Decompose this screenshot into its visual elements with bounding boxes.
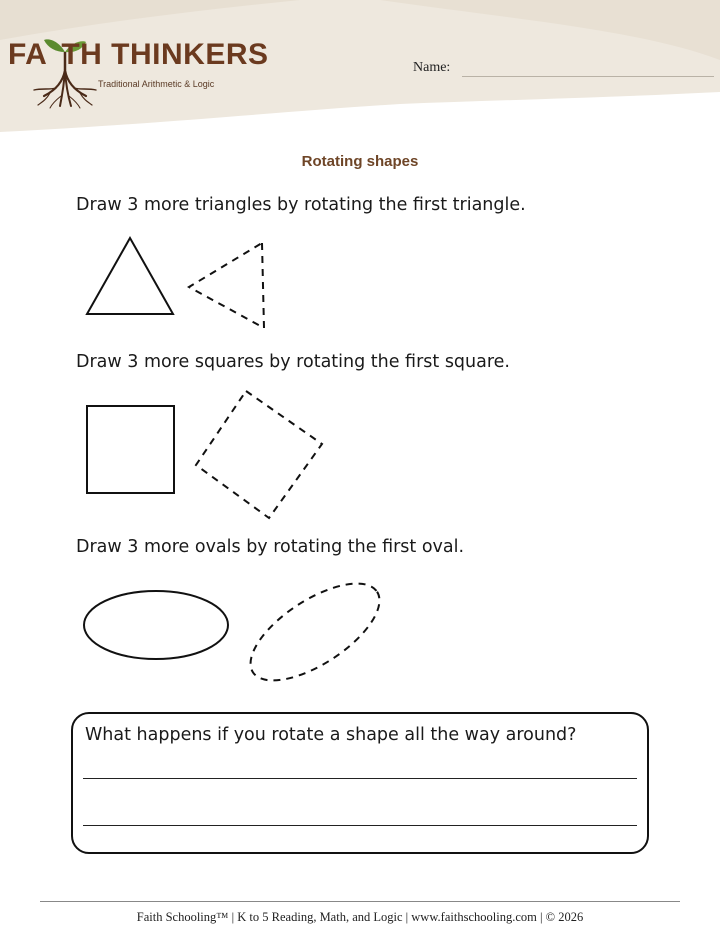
squares-instruction: Draw 3 more squares by rotating the first square.	[76, 352, 510, 372]
question-box	[71, 712, 649, 854]
name-label: Name:	[413, 60, 451, 75]
footer-text: Faith Schooling™ | K to 5 Reading, Math, and Logic | www.faithschooling.com | © 2026	[136, 910, 584, 924]
solid-oval	[84, 591, 228, 659]
footer-divider	[40, 901, 680, 902]
dashed-rotated-square	[196, 391, 322, 518]
triangles-instruction: Draw 3 more triangles by rotating the first triangle.	[76, 195, 526, 215]
answer-line-1[interactable]	[83, 778, 637, 779]
page-title: Rotating shapes	[301, 153, 419, 170]
dashed-rotated-triangle	[189, 243, 264, 328]
solid-triangle	[87, 238, 173, 314]
logo-title-part2: TH THINKERS	[61, 38, 269, 71]
question-text: What happens if you rotate a shape all the way around?	[85, 725, 577, 745]
ovals-instruction: Draw 3 more ovals by rotating the first oval.	[76, 537, 465, 557]
logo-title-part1: FA	[8, 38, 48, 71]
answer-line-2[interactable]	[83, 825, 637, 826]
logo-tagline: Traditional Arithmetic & Logic	[98, 79, 215, 89]
solid-square	[87, 406, 174, 493]
dashed-rotated-oval	[236, 565, 395, 699]
